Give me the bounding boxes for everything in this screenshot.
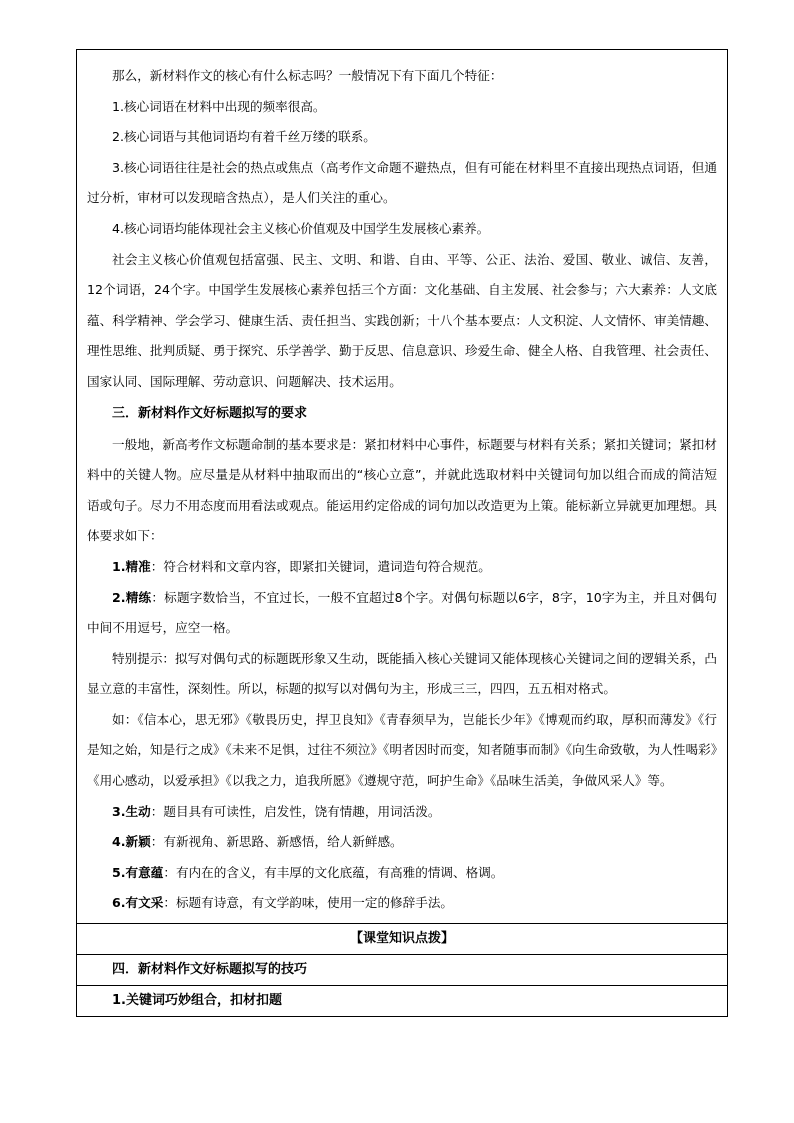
requirement-2-label: 2.精练 — [112, 589, 152, 605]
core-values-paragraph: 社会主义核心价值观包括富强、民主、文明、和谐、自由、平等、公正、法治、爱国、敬业、诚信、友善，12个词语，24个字。中国学生发展核心素养包括三个方面：文化基础、自主发展、社会参与；六大素养：人文底蕴、科学精神、学会学习、健康生活、责任担当、实践创新；十八个基本要点：人文积淀、人文情怀、审美情趣、理性思维、批判质疑、勇于探究、乐学善学、勤于反思、信息意识、珍爱生命、健全人格、自我管理、社会责任、国家认同、国际理解、劳动意识、问题解决、技术运用。 — [87, 251, 717, 389]
requirement-6-label: 6.有文采 — [112, 895, 164, 911]
technique-1-cell — [77, 986, 728, 1017]
requirements-intro: 一般地，新高考作文标题命制的基本要求是：紧扣材料中心事件，标题要与材料有关系；紧扣关键词；紧扣材料中的关键人物。应尽量是从材料中抽取而出的“核心立意”，并就此选取材料中关键词句加以组合而成的简洁短语或句子。尽力不用态度而用看法或观点。能运用约定俗成的词句加以改造更为上策。能标新立异就更加理想。具体要求如下： — [87, 436, 717, 544]
feature-2: 2.核心词语与其他词语均有着千丝万缕的联系。 — [112, 129, 376, 145]
heading-4-cell — [77, 955, 728, 986]
requirement-3 — [87, 797, 717, 828]
intro-paragraph: 那么，新材料作文的核心有什么标志吗？一般情况下有下面几个特征： — [112, 68, 503, 83]
heading-4-row — [77, 955, 728, 986]
requirement-4-text: ：有新视角、新思路、新感悟，给人新鲜感。 — [150, 834, 403, 850]
requirement-6-text: ：标题有诗意，有文学韵味，使用一定的修辞手法。 — [163, 895, 453, 911]
section-heading-4: 四．新材料作文好标题拟写的技巧 — [112, 962, 308, 978]
section-heading-3: 三．新材料作文好标题拟写的要求 — [112, 405, 308, 421]
requirement-1-text: ：符合材料和文章内容，即紧扣关键词，遣词造句符合规范。 — [150, 558, 491, 574]
requirement-4 — [87, 827, 717, 858]
requirement-5-text: ：有内在的含义，有丰厚的文化底蕴，有高雅的情调、格调。 — [163, 864, 504, 880]
feature-4: 4.核心词语均能体现社会主义核心价值观及中国学生发展核心素养。 — [112, 220, 490, 236]
technique-1-heading: 1.关键词巧妙组合，扣材扣题 — [112, 993, 282, 1009]
content-table — [76, 49, 728, 1017]
requirement-1-label: 1.精准 — [112, 558, 151, 574]
requirement-2 — [87, 583, 717, 644]
requirement-6 — [87, 888, 717, 919]
classroom-points-label: 【课堂知识点拨】 — [349, 931, 454, 947]
requirement-4-label: 4.新颖 — [112, 834, 151, 850]
requirement-5 — [87, 858, 717, 889]
requirement-1 — [87, 552, 717, 583]
special-tip: 特别提示：拟写对偶句式的标题既形象又生动，既能插入核心关键词又能体现核心关键词之间的逻辑关系，凸显立意的丰富性，深刻性。所以，标题的拟写以对偶句为主，形成三三，四四，五五相对格式。 — [87, 650, 717, 697]
feature-3: 3.核心词语往往是社会的热点或焦点（高考作文命题不避热点，但有可能在材料里不直接出现热点词语，但通过分析，审材可以发现暗含热点），是人们关注的重心。 — [87, 159, 717, 206]
requirement-2-text: ：标题字数恰当，不宜过长，一般不宜超过8个字。对偶句标题以6字，8字，10字为主，并且对偶句中间不用逗号，应空一格。 — [87, 589, 717, 636]
classroom-points-cell — [77, 924, 728, 955]
requirement-3-text: ：题目具有可读性，启发性，饶有情趣，用词活泼。 — [150, 803, 441, 819]
feature-1: 1.核心词语在材料中出现的频率很高。 — [112, 98, 326, 114]
requirement-5-label: 5.有意蕴 — [112, 864, 164, 880]
main-content-cell — [77, 50, 728, 924]
classroom-points-row — [77, 924, 728, 955]
requirement-3-label: 3.生动 — [112, 803, 151, 819]
title-examples: 如：《信本心，思无邪》《敬畏历史，捍卫良知》《青春须早为，岂能长少年》《博观而约取，厚积而薄发》《行是知之始，知是行之成》《未来不足惧，过往不须泣》《明者因时而变，知者随事而制》《向生命致敬，为人性喝彩》《用心感动，以爱承担》《以我之力，追我所愿》《遵规守范，呵护生命》《品味生活美，争做风采人》等。 — [87, 711, 717, 789]
main-content-row — [77, 50, 728, 924]
technique-1-row — [77, 986, 728, 1017]
